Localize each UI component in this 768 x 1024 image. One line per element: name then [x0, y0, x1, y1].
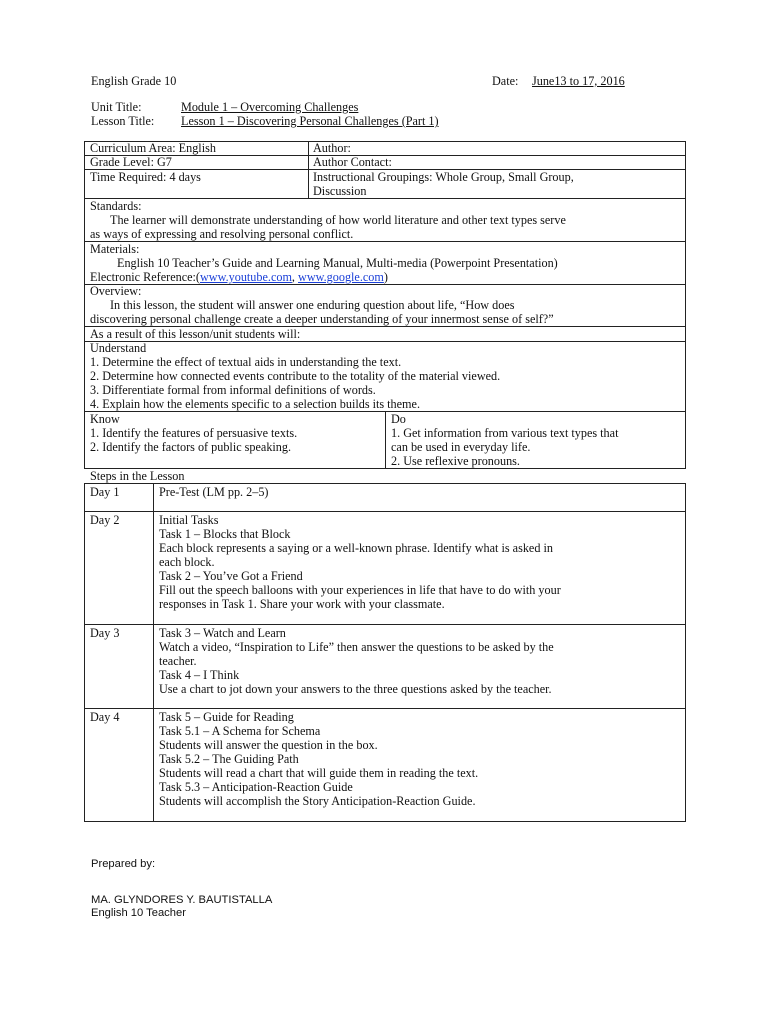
day-line: teacher. [159, 654, 197, 668]
know-item: 2. Identify the factors of public speaking. [90, 440, 292, 454]
course-title: English Grade 10 [91, 74, 177, 88]
day-label: Day 1 [90, 485, 120, 499]
day-line: Each block represents a saying or a well-known phrase. Identify what is asked in [159, 541, 553, 555]
youtube-link[interactable]: www.youtube.com [199, 270, 292, 284]
do-label: Do [391, 412, 406, 426]
standards-label: Standards: [90, 199, 142, 213]
understand-item: 1. Determine the effect of textual aids in understanding the text. [90, 355, 402, 369]
day-line: Task 5.3 – Anticipation-Reaction Guide [159, 780, 353, 794]
understand-label: Understand [90, 341, 147, 355]
grade-level: Grade Level: G7 [90, 155, 172, 169]
day-line: Fill out the speech balloons with your experiences in life that have to do with your [159, 583, 561, 597]
day-line: Task 5 – Guide for Reading [159, 710, 294, 724]
day-line: Initial Tasks [159, 513, 219, 527]
day-line: Task 5.2 – The Guiding Path [159, 752, 299, 766]
day-line: Students will read a chart that will guide them in reading the text. [159, 766, 479, 780]
day-line: Task 5.1 – A Schema for Schema [159, 724, 321, 738]
day-line: Use a chart to jot down your answers to the three questions asked by the teacher. [159, 682, 552, 696]
day-label: Day 4 [90, 710, 120, 724]
preparer-name: MA. GLYNDORES Y. BAUTISTALLA [91, 894, 273, 906]
instructional-groupings: Instructional Groupings: Whole Group, Small Group, [313, 170, 574, 184]
overview-text: In this lesson, the student will answer one enduring question about life, “How does [110, 298, 515, 312]
time-required: Time Required: 4 days [90, 170, 201, 184]
day-line: Students will accomplish the Story Anticipation-Reaction Guide. [159, 794, 476, 808]
understand-item: 2. Determine how connected events contribute to the totality of the material viewed. [90, 369, 501, 383]
date-value: June13 to 17, 2016 [532, 74, 625, 88]
result-heading: As a result of this lesson/unit students will: [90, 327, 301, 341]
instructional-groupings-cont: Discussion [313, 184, 367, 198]
overview-label: Overview: [90, 284, 142, 298]
materials-text: English 10 Teacher’s Guide and Learning Manual, Multi-media (Powerpoint Presentation) [117, 256, 558, 270]
do-item: 1. Get information from various text types that [391, 426, 619, 440]
do-item: 2. Use reflexive pronouns. [391, 454, 520, 468]
day-line: Students will answer the question in the box. [159, 738, 378, 752]
google-link[interactable]: www.google.com [298, 270, 384, 284]
author: Author: [313, 141, 351, 155]
lesson-label: Lesson Title: [91, 114, 155, 128]
lesson-title: Lesson 1 – Discovering Personal Challenges (Part 1) [181, 114, 439, 128]
day-line: Task 1 – Blocks that Block [159, 527, 291, 541]
do-item: can be used in everyday life. [391, 440, 531, 454]
day-line: Pre-Test (LM pp. 2–5) [159, 485, 269, 499]
materials-label: Materials: [90, 242, 140, 256]
electronic-reference: Electronic Reference:(www.youtube.com, www.google.com) [90, 270, 388, 284]
standards-text: The learner will demonstrate understanding of how world literature and other text types serve [110, 213, 566, 227]
overview-text-cont: discovering personal challenge create a deeper understanding of your innermost sense of self?” [90, 312, 554, 326]
day-line: Watch a video, “Inspiration to Life” then answer the questions to be asked by the [159, 640, 554, 654]
day-line: Task 4 – I Think [159, 668, 240, 682]
steps-heading: Steps in the Lesson [90, 469, 185, 483]
day-line: Task 3 – Watch and Learn [159, 626, 286, 640]
day-line: responses in Task 1. Share your work with your classmate. [159, 597, 445, 611]
understand-item: 3. Differentiate formal from informal definitions of words. [90, 383, 376, 397]
know-label: Know [90, 412, 120, 426]
unit-title: Module 1 – Overcoming Challenges [181, 100, 359, 114]
curriculum-area: Curriculum Area: English [90, 141, 216, 155]
author-contact: Author Contact: [313, 155, 392, 169]
unit-label: Unit Title: [91, 100, 142, 114]
understand-item: 4. Explain how the elements specific to a selection builds its theme. [90, 397, 420, 411]
prepared-by-label: Prepared by: [91, 858, 156, 870]
day-label: Day 3 [90, 626, 120, 640]
standards-text-cont: as ways of expressing and resolving personal conflict. [90, 227, 354, 241]
preparer-role: English 10 Teacher [91, 907, 186, 919]
day-line: each block. [159, 555, 215, 569]
date-label: Date: [492, 74, 519, 88]
day-line: Task 2 – You’ve Got a Friend [159, 569, 303, 583]
day-label: Day 2 [90, 513, 120, 527]
know-item: 1. Identify the features of persuasive texts. [90, 426, 298, 440]
